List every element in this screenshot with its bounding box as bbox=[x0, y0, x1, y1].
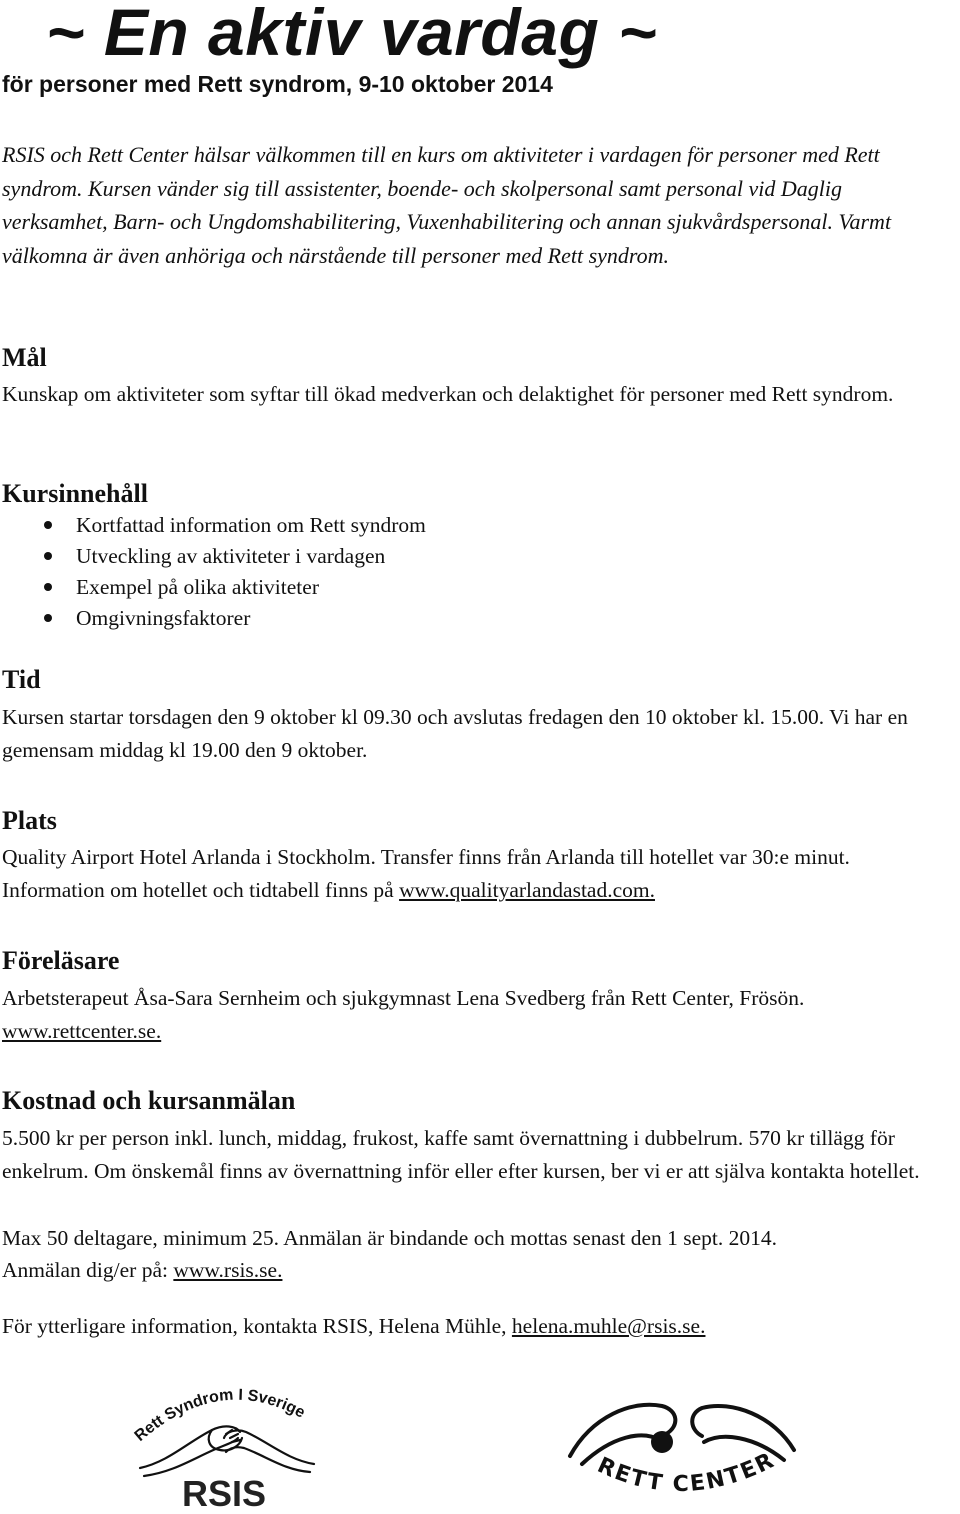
bullet-icon bbox=[44, 552, 52, 560]
list-item bbox=[0, 510, 426, 541]
contact-paragraph bbox=[2, 1310, 952, 1343]
rsis-link[interactable]: www.rsis.se. bbox=[173, 1258, 283, 1282]
intro-text: RSIS och Rett Center hälsar välkommen till en kurs om aktiviteter i vardagen för personer med Rett syndrom. Kursen vänder sig till assistenter, boende- och skolpersonal samt personal vid Daglig verksamhet, Barn- och Ungdomshabilitering, Vuxenhabilitering och annan sjukvårdspersonal. bbox=[2, 142, 880, 234]
list-item-text: Utveckling av aktiviteter i vardagen bbox=[76, 544, 386, 568]
goal-text: Kunskap om aktiviteter som syftar till ökad medverkan och delaktighet för personer med Rett syndrom. bbox=[2, 382, 894, 406]
registration-paragraph bbox=[2, 1254, 952, 1287]
lecturers-text: Arbetsterapeut Åsa-Sara Sernheim och sjukgymnast Lena Svedberg från Rett Center, Frösön. bbox=[2, 986, 805, 1010]
list-item bbox=[0, 572, 426, 603]
lecturers-heading: Föreläsare bbox=[2, 946, 120, 975]
page-title: ~ En aktiv vardag ~ bbox=[46, 0, 658, 69]
list-item-text: Omgivningsfaktorer bbox=[76, 606, 251, 630]
cost-heading: Kostnad och kursanmälan bbox=[2, 1086, 296, 1115]
location-text: Quality Airport Hotel Arlanda i Stockholm. Transfer finns från Arlanda till hotellet var 30:e minut. Information om hotellet och tidtabell finns på bbox=[2, 845, 850, 902]
rett-center-logo-text: RETT CENTER bbox=[593, 1447, 780, 1498]
bullet-icon bbox=[44, 583, 52, 591]
lecturers-paragraph bbox=[2, 982, 952, 1048]
list-item-text: Kortfattad information om Rett syndrom bbox=[76, 513, 426, 537]
email-link[interactable]: helena.muhle@rsis.se. bbox=[511, 1314, 706, 1338]
rsis-logo-name: RSIS bbox=[182, 1473, 267, 1512]
list-item bbox=[0, 541, 426, 572]
goal-heading: Mål bbox=[2, 343, 47, 372]
registration-text: Anmälan dig/er på: bbox=[2, 1258, 168, 1282]
bullet-icon bbox=[44, 521, 52, 529]
rettcenter-link[interactable]: www.rettcenter.se. bbox=[2, 1019, 162, 1043]
page-subtitle: för personer med Rett syndrom, 9-10 oktober 2014 bbox=[2, 71, 553, 97]
dot-icon bbox=[651, 1431, 673, 1453]
location-paragraph bbox=[2, 841, 952, 907]
intro-welcome-text: Varmt välkomna är även anhöriga och närstående till personer med Rett syndrom. bbox=[2, 209, 892, 268]
rett-center-logo bbox=[562, 1386, 802, 1512]
list-item-text: Exempel på olika aktiviteter bbox=[76, 575, 319, 599]
rsis-logo-arc-text: Rett Syndrom I Sverige bbox=[131, 1386, 308, 1445]
cost-text: 5.500 kr per person inkl. lunch, middag, frukost, kaffe samt övernattning i dubbelrum. 570 kr tillägg för enkelrum. Om önskemål finns av övernattning inför eller efter kursen, ber vi er att själva kontakta hotellet. bbox=[2, 1126, 920, 1183]
content-list bbox=[0, 510, 426, 634]
location-heading: Plats bbox=[2, 806, 57, 835]
time-text: Kursen startar torsdagen den 9 oktober kl 09.30 och avslutas fredagen den 10 oktober kl. 15.00. Vi har en gemensam middag kl 19.00 den 9 oktober. bbox=[2, 705, 908, 762]
rsis-logo bbox=[128, 1372, 328, 1512]
content-heading: Kursinnehåll bbox=[2, 479, 148, 508]
intro-paragraph bbox=[2, 138, 952, 272]
contact-text: För ytterligare information, kontakta RSIS, Helena Mühle, bbox=[2, 1314, 507, 1338]
participants-text: Max 50 deltagare, minimum 25. Anmälan är bindande och mottas senast den 1 sept. 2014. bbox=[2, 1226, 778, 1250]
hotel-link[interactable]: www.qualityarlandastad.com. bbox=[399, 878, 655, 902]
time-heading: Tid bbox=[2, 665, 41, 694]
hands-icon bbox=[140, 1426, 314, 1476]
bullet-icon bbox=[44, 614, 52, 622]
list-item bbox=[0, 603, 426, 634]
